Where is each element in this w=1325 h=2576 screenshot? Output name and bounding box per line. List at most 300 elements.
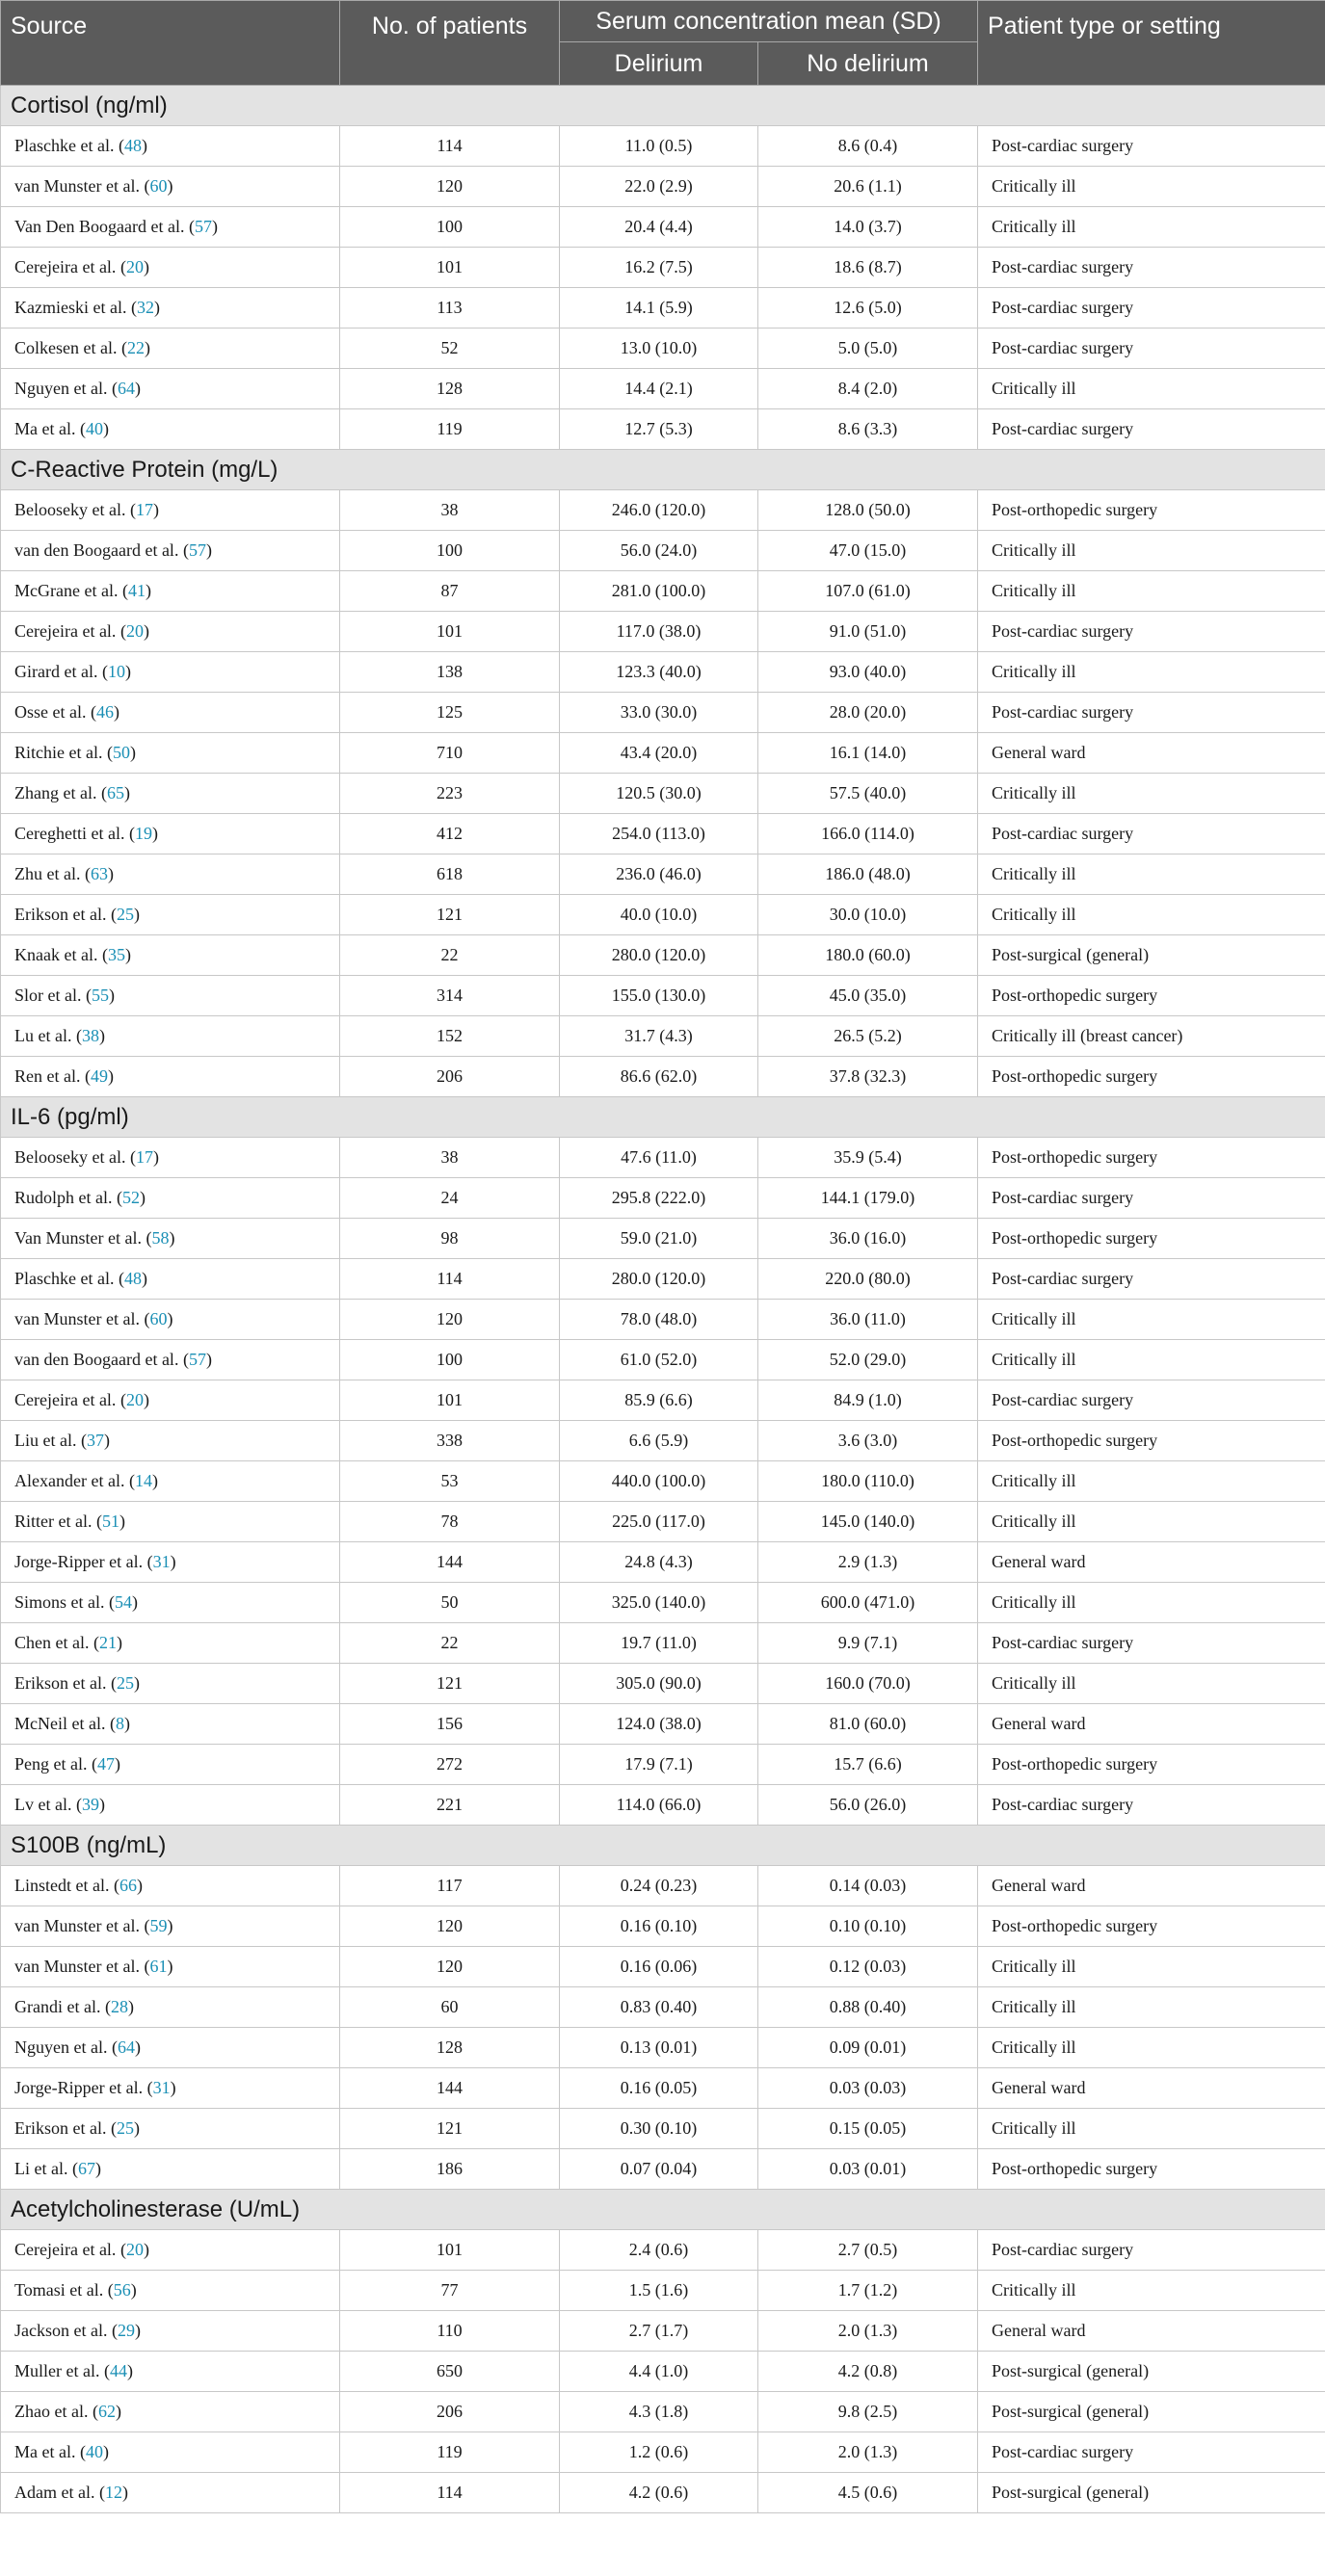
table-row <box>1 895 1325 935</box>
reference-link[interactable]: 44 <box>109 2361 127 2380</box>
setting-cell: Post-orthopedic surgery <box>978 976 1325 1016</box>
patients-cell: 101 <box>340 248 560 288</box>
no-delirium-value: 84.9 (1.0) <box>758 1380 978 1421</box>
no-delirium-value: 186.0 (48.0) <box>758 854 978 895</box>
table-row <box>1 612 1325 652</box>
source-cell: Belooseky et al. (17) <box>1 1138 340 1178</box>
delirium-value: 59.0 (21.0) <box>560 1219 758 1259</box>
source-cell: Knaak et al. (35) <box>1 935 340 976</box>
header-setting: Patient type or setting <box>978 1 1325 86</box>
no-delirium-value: 166.0 (114.0) <box>758 814 978 854</box>
source-cell: Ren et al. (49) <box>1 1057 340 1097</box>
patients-cell: 101 <box>340 1380 560 1421</box>
no-delirium-value: 8.6 (0.4) <box>758 126 978 167</box>
setting-cell: General ward <box>978 2068 1325 2109</box>
setting-cell: Critically ill <box>978 1987 1325 2028</box>
author: Cerejeira et al. <box>14 621 117 641</box>
setting-cell: Post-cardiac surgery <box>978 814 1325 854</box>
no-delirium-value: 28.0 (20.0) <box>758 693 978 733</box>
delirium-value: 120.5 (30.0) <box>560 774 758 814</box>
delirium-value: 254.0 (113.0) <box>560 814 758 854</box>
source-cell: Cereghetti et al. (19) <box>1 814 340 854</box>
table-row <box>1 854 1325 895</box>
author: Belooseky et al. <box>14 500 126 519</box>
reference-link[interactable]: 19 <box>134 824 152 843</box>
setting-cell: Post-orthopedic surgery <box>978 1219 1325 1259</box>
author: McGrane et al. <box>14 581 119 600</box>
patients-cell: 138 <box>340 652 560 693</box>
table-row <box>1 2432 1325 2473</box>
reference-link[interactable]: 39 <box>81 1795 99 1814</box>
setting-cell: Critically ill <box>978 571 1325 612</box>
header-no-delirium: No delirium <box>758 42 978 86</box>
setting-cell: Critically ill <box>978 369 1325 409</box>
reference-link[interactable]: 61 <box>149 1957 168 1976</box>
setting-cell: Post-surgical (general) <box>978 2392 1325 2432</box>
source-cell: van den Boogaard et al. (57) <box>1 1340 340 1380</box>
patients-cell: 22 <box>340 1623 560 1664</box>
patients-cell: 87 <box>340 571 560 612</box>
table-row <box>1 976 1325 1016</box>
delirium-value: 0.16 (0.05) <box>560 2068 758 2109</box>
source-cell: Erikson et al. (25) <box>1 895 340 935</box>
section-title: Acetylcholinesterase (U/mL) <box>1 2190 1325 2230</box>
delirium-value: 56.0 (24.0) <box>560 531 758 571</box>
patients-cell: 100 <box>340 1340 560 1380</box>
author: Slor et al. <box>14 986 82 1005</box>
reference-link[interactable]: 32 <box>136 298 154 317</box>
source-cell: Cerejeira et al. (20) <box>1 248 340 288</box>
setting-cell: Critically ill <box>978 1583 1325 1623</box>
no-delirium-value: 144.1 (179.0) <box>758 1178 978 1219</box>
author: Peng et al. <box>14 1754 88 1774</box>
delirium-value: 16.2 (7.5) <box>560 248 758 288</box>
setting-cell: Critically ill <box>978 2109 1325 2149</box>
author: Girard et al. <box>14 662 98 681</box>
reference-link[interactable]: 66 <box>119 1876 137 1895</box>
reference-link[interactable]: 59 <box>149 1916 168 1935</box>
reference-link[interactable]: 54 <box>115 1592 132 1612</box>
author: Nguyen et al. <box>14 379 108 398</box>
patients-cell: 119 <box>340 409 560 450</box>
setting-cell: Post-surgical (general) <box>978 2473 1325 2513</box>
patients-cell: 120 <box>340 1300 560 1340</box>
reference-link[interactable]: 17 <box>135 500 153 519</box>
patients-cell: 186 <box>340 2149 560 2190</box>
delirium-value: 85.9 (6.6) <box>560 1380 758 1421</box>
reference-link[interactable]: 57 <box>194 217 212 236</box>
section-row <box>1 2190 1325 2230</box>
delirium-value: 0.24 (0.23) <box>560 1866 758 1906</box>
reference-link[interactable]: 67 <box>77 2159 95 2178</box>
delirium-value: 31.7 (4.3) <box>560 1016 758 1057</box>
source-cell: Peng et al. (47) <box>1 1745 340 1785</box>
delirium-value: 20.4 (4.4) <box>560 207 758 248</box>
no-delirium-value: 0.10 (0.10) <box>758 1906 978 1947</box>
reference-link[interactable]: 22 <box>126 338 145 357</box>
reference-link[interactable]: 38 <box>81 1026 99 1045</box>
author: Jorge-Ripper et al. <box>14 2078 144 2097</box>
table-row <box>1 1866 1325 1906</box>
reference-link[interactable]: 57 <box>188 540 206 560</box>
delirium-value: 61.0 (52.0) <box>560 1340 758 1380</box>
patients-cell: 128 <box>340 2028 560 2068</box>
reference-link[interactable]: 25 <box>116 2118 134 2138</box>
setting-cell: Critically ill <box>978 2271 1325 2311</box>
patients-cell: 22 <box>340 935 560 976</box>
author: Tomasi et al. <box>14 2280 104 2300</box>
setting-cell: Post-cardiac surgery <box>978 2230 1325 2271</box>
setting-cell: Post-orthopedic surgery <box>978 490 1325 531</box>
source-cell: Nguyen et al. (64) <box>1 369 340 409</box>
delirium-value: 40.0 (10.0) <box>560 895 758 935</box>
section-row <box>1 450 1325 490</box>
no-delirium-value: 1.7 (1.2) <box>758 2271 978 2311</box>
patients-cell: 272 <box>340 1745 560 1785</box>
author: Linstedt et al. <box>14 1876 110 1895</box>
reference-link[interactable]: 46 <box>95 702 114 722</box>
no-delirium-value: 93.0 (40.0) <box>758 652 978 693</box>
patients-cell: 121 <box>340 895 560 935</box>
reference-link[interactable]: 40 <box>85 419 103 438</box>
reference-link[interactable]: 50 <box>112 743 130 762</box>
setting-cell: Post-orthopedic surgery <box>978 1057 1325 1097</box>
author: Van Den Boogaard et al. <box>14 217 185 236</box>
delirium-value: 4.3 (1.8) <box>560 2392 758 2432</box>
reference-link[interactable]: 25 <box>116 1673 134 1693</box>
author: Ma et al. <box>14 419 76 438</box>
author: Kazmieski et al. <box>14 298 127 317</box>
table-row <box>1 1623 1325 1664</box>
setting-cell: Post-cardiac surgery <box>978 612 1325 652</box>
no-delirium-value: 14.0 (3.7) <box>758 207 978 248</box>
author: Plaschke et al. <box>14 1269 115 1288</box>
table-row <box>1 2068 1325 2109</box>
delirium-value: 43.4 (20.0) <box>560 733 758 774</box>
no-delirium-value: 4.2 (0.8) <box>758 2352 978 2392</box>
patients-cell: 650 <box>340 2352 560 2392</box>
delirium-value: 0.07 (0.04) <box>560 2149 758 2190</box>
author: Grandi et al. <box>14 1997 101 2016</box>
no-delirium-value: 12.6 (5.0) <box>758 288 978 329</box>
delirium-value: 14.4 (2.1) <box>560 369 758 409</box>
author: Ren et al. <box>14 1066 81 1086</box>
delirium-value: 0.83 (0.40) <box>560 1987 758 2028</box>
patients-cell: 206 <box>340 2392 560 2432</box>
table-row <box>1 652 1325 693</box>
reference-link[interactable]: 28 <box>110 1997 128 2016</box>
source-cell: McGrane et al. (41) <box>1 571 340 612</box>
setting-cell: Critically ill <box>978 207 1325 248</box>
setting-cell: Post-cardiac surgery <box>978 126 1325 167</box>
author: Erikson et al. <box>14 905 107 924</box>
reference-link[interactable]: 29 <box>117 2321 135 2340</box>
patients-cell: 100 <box>340 531 560 571</box>
patients-cell: 206 <box>340 1057 560 1097</box>
source-cell: Liu et al. (37) <box>1 1421 340 1461</box>
no-delirium-value: 3.6 (3.0) <box>758 1421 978 1461</box>
patients-cell: 223 <box>340 774 560 814</box>
section-row <box>1 86 1325 126</box>
author: Ritter et al. <box>14 1511 93 1531</box>
table-row <box>1 1785 1325 1826</box>
table-row <box>1 369 1325 409</box>
no-delirium-value: 81.0 (60.0) <box>758 1704 978 1745</box>
source-cell: Chen et al. (21) <box>1 1623 340 1664</box>
patients-cell: 24 <box>340 1178 560 1219</box>
table-row <box>1 1704 1325 1745</box>
reference-link[interactable]: 55 <box>92 986 109 1005</box>
reference-link[interactable]: 49 <box>90 1066 108 1086</box>
setting-cell: Post-orthopedic surgery <box>978 1906 1325 1947</box>
setting-cell: Critically ill <box>978 1502 1325 1542</box>
patients-cell: 119 <box>340 2432 560 2473</box>
author: Muller et al. <box>14 2361 100 2380</box>
reference-link[interactable]: 58 <box>151 1228 170 1248</box>
table-row <box>1 167 1325 207</box>
patients-cell: 152 <box>340 1016 560 1057</box>
table-row <box>1 935 1325 976</box>
delirium-value: 280.0 (120.0) <box>560 1259 758 1300</box>
table-row <box>1 1016 1325 1057</box>
reference-link[interactable]: 14 <box>134 1471 152 1490</box>
no-delirium-value: 35.9 (5.4) <box>758 1138 978 1178</box>
patients-cell: 53 <box>340 1461 560 1502</box>
patients-cell: 412 <box>340 814 560 854</box>
delirium-value: 0.16 (0.10) <box>560 1906 758 1947</box>
author: Lu et al. <box>14 1026 72 1045</box>
author: van Munster et al. <box>14 176 140 196</box>
setting-cell: Post-orthopedic surgery <box>978 2149 1325 2190</box>
section-title: Cortisol (ng/ml) <box>1 86 1325 126</box>
reference-link[interactable]: 40 <box>85 2442 103 2461</box>
author: Jackson et al. <box>14 2321 108 2340</box>
setting-cell: Post-surgical (general) <box>978 935 1325 976</box>
delirium-value: 236.0 (46.0) <box>560 854 758 895</box>
delirium-value: 24.8 (4.3) <box>560 1542 758 1583</box>
author: van Munster et al. <box>14 1957 140 1976</box>
source-cell: Slor et al. (55) <box>1 976 340 1016</box>
author: Li et al. <box>14 2159 68 2178</box>
source-cell: Li et al. (67) <box>1 2149 340 2190</box>
delirium-value: 33.0 (30.0) <box>560 693 758 733</box>
author: Liu et al. <box>14 1431 77 1450</box>
source-cell: Lv et al. (39) <box>1 1785 340 1826</box>
reference-link[interactable]: 63 <box>90 864 108 883</box>
table-row <box>1 2473 1325 2513</box>
table-header <box>1 1 1325 86</box>
author: McNeil et al. <box>14 1714 106 1733</box>
patients-cell: 98 <box>340 1219 560 1259</box>
patients-cell: 128 <box>340 369 560 409</box>
reference-link[interactable]: 48 <box>123 1269 142 1288</box>
setting-cell: Critically ill <box>978 895 1325 935</box>
table-row <box>1 126 1325 167</box>
table-row <box>1 1664 1325 1704</box>
source-cell: Colkesen et al. (22) <box>1 329 340 369</box>
no-delirium-value: 47.0 (15.0) <box>758 531 978 571</box>
reference-link[interactable]: 52 <box>122 1188 140 1207</box>
author: Cerejeira et al. <box>14 2240 117 2259</box>
delirium-value: 0.30 (0.10) <box>560 2109 758 2149</box>
delirium-value: 225.0 (117.0) <box>560 1502 758 1542</box>
patients-cell: 710 <box>340 733 560 774</box>
reference-link[interactable]: 31 <box>152 2078 171 2097</box>
reference-link[interactable]: 64 <box>117 379 135 398</box>
reference-link[interactable]: 21 <box>98 1633 117 1652</box>
no-delirium-value: 128.0 (50.0) <box>758 490 978 531</box>
source-cell: Plaschke et al. (48) <box>1 126 340 167</box>
author: Knaak et al. <box>14 945 98 964</box>
delirium-value: 2.7 (1.7) <box>560 2311 758 2352</box>
table-body <box>1 86 1325 2513</box>
patients-cell: 101 <box>340 612 560 652</box>
patients-cell: 120 <box>340 1947 560 1987</box>
patients-cell: 338 <box>340 1421 560 1461</box>
no-delirium-value: 145.0 (140.0) <box>758 1502 978 1542</box>
table-row <box>1 1259 1325 1300</box>
source-cell: van Munster et al. (60) <box>1 1300 340 1340</box>
table-row <box>1 2109 1325 2149</box>
author: Alexander et al. <box>14 1471 125 1490</box>
section-title: IL-6 (pg/ml) <box>1 1097 1325 1138</box>
delirium-value: 123.3 (40.0) <box>560 652 758 693</box>
author: Adam et al. <box>14 2483 95 2502</box>
setting-cell: Critically ill <box>978 774 1325 814</box>
table-row <box>1 1138 1325 1178</box>
table-row <box>1 1340 1325 1380</box>
author: Erikson et al. <box>14 2118 107 2138</box>
reference-link[interactable]: 12 <box>104 2483 122 2502</box>
reference-link[interactable]: 20 <box>125 257 144 276</box>
reference-link[interactable]: 20 <box>125 621 144 641</box>
patients-cell: 120 <box>340 167 560 207</box>
setting-cell: Post-cardiac surgery <box>978 288 1325 329</box>
source-cell: van Munster et al. (61) <box>1 1947 340 1987</box>
reference-link[interactable]: 51 <box>101 1511 119 1531</box>
section-title: C-Reactive Protein (mg/L) <box>1 450 1325 490</box>
no-delirium-value: 0.12 (0.03) <box>758 1947 978 1987</box>
no-delirium-value: 180.0 (110.0) <box>758 1461 978 1502</box>
reference-link[interactable]: 25 <box>116 905 134 924</box>
table-row <box>1 1502 1325 1542</box>
no-delirium-value: 180.0 (60.0) <box>758 935 978 976</box>
patients-cell: 78 <box>340 1502 560 1542</box>
delirium-value: 246.0 (120.0) <box>560 490 758 531</box>
setting-cell: Post-cardiac surgery <box>978 1178 1325 1219</box>
reference-link[interactable]: 17 <box>135 1147 153 1167</box>
setting-cell: Post-cardiac surgery <box>978 2432 1325 2473</box>
no-delirium-value: 2.0 (1.3) <box>758 2432 978 2473</box>
delirium-value: 0.16 (0.06) <box>560 1947 758 1987</box>
source-cell: Cerejeira et al. (20) <box>1 612 340 652</box>
no-delirium-value: 36.0 (11.0) <box>758 1300 978 1340</box>
section-row <box>1 1097 1325 1138</box>
patients-cell: 60 <box>340 1987 560 2028</box>
patients-cell: 38 <box>340 1138 560 1178</box>
no-delirium-value: 18.6 (8.7) <box>758 248 978 288</box>
source-cell: Zhao et al. (62) <box>1 2392 340 2432</box>
setting-cell: General ward <box>978 733 1325 774</box>
setting-cell: Post-cardiac surgery <box>978 409 1325 450</box>
reference-link[interactable]: 20 <box>125 2240 144 2259</box>
author: Zhu et al. <box>14 864 81 883</box>
table-row <box>1 490 1325 531</box>
setting-cell: Post-orthopedic surgery <box>978 1138 1325 1178</box>
reference-link[interactable]: 56 <box>113 2280 131 2300</box>
no-delirium-value: 5.0 (5.0) <box>758 329 978 369</box>
author: Simons et al. <box>14 1592 105 1612</box>
setting-cell: Critically ill <box>978 167 1325 207</box>
reference-link[interactable]: 31 <box>152 1552 171 1571</box>
table-row <box>1 2352 1325 2392</box>
patients-cell: 113 <box>340 288 560 329</box>
author: Chen et al. <box>14 1633 90 1652</box>
reference-link[interactable]: 8 <box>115 1714 124 1733</box>
no-delirium-value: 26.5 (5.2) <box>758 1016 978 1057</box>
author: Belooseky et al. <box>14 1147 126 1167</box>
reference-link[interactable]: 41 <box>127 581 146 600</box>
author: Ritchie et al. <box>14 743 103 762</box>
author: Nguyen et al. <box>14 2037 108 2057</box>
delirium-value: 325.0 (140.0) <box>560 1583 758 1623</box>
reference-link[interactable]: 48 <box>123 136 142 155</box>
table-row <box>1 1745 1325 1785</box>
delirium-value: 11.0 (0.5) <box>560 126 758 167</box>
delirium-value: 22.0 (2.9) <box>560 167 758 207</box>
reference-link[interactable]: 60 <box>149 176 168 196</box>
table-row <box>1 2230 1325 2271</box>
author: Lv et al. <box>14 1795 72 1814</box>
table-row <box>1 1219 1325 1259</box>
no-delirium-value: 600.0 (471.0) <box>758 1583 978 1623</box>
table-row <box>1 2149 1325 2190</box>
no-delirium-value: 91.0 (51.0) <box>758 612 978 652</box>
section-title: S100B (ng/mL) <box>1 1826 1325 1866</box>
reference-link[interactable]: 57 <box>188 1350 206 1369</box>
author: Zhang et al. <box>14 783 97 802</box>
delirium-value: 19.7 (11.0) <box>560 1623 758 1664</box>
reference-link[interactable]: 20 <box>125 1390 144 1409</box>
reference-link[interactable]: 10 <box>107 662 125 681</box>
reference-link[interactable]: 47 <box>96 1754 115 1774</box>
delirium-value: 305.0 (90.0) <box>560 1664 758 1704</box>
source-cell: Linstedt et al. (66) <box>1 1866 340 1906</box>
source-cell: Grandi et al. (28) <box>1 1987 340 2028</box>
reference-link[interactable]: 64 <box>117 2037 135 2057</box>
patients-cell: 101 <box>340 2230 560 2271</box>
reference-link[interactable]: 62 <box>97 2402 116 2421</box>
no-delirium-value: 2.9 (1.3) <box>758 1542 978 1583</box>
no-delirium-value: 8.4 (2.0) <box>758 369 978 409</box>
reference-link[interactable]: 65 <box>106 783 124 802</box>
table-row <box>1 733 1325 774</box>
author: Osse et al. <box>14 702 87 722</box>
source-cell: Adam et al. (12) <box>1 2473 340 2513</box>
reference-link[interactable]: 37 <box>86 1431 104 1450</box>
delirium-value: 17.9 (7.1) <box>560 1745 758 1785</box>
reference-link[interactable]: 60 <box>149 1309 168 1328</box>
source-cell: Cerejeira et al. (20) <box>1 2230 340 2271</box>
no-delirium-value: 52.0 (29.0) <box>758 1340 978 1380</box>
source-cell: Van Den Boogaard et al. (57) <box>1 207 340 248</box>
patients-cell: 50 <box>340 1583 560 1623</box>
no-delirium-value: 9.8 (2.5) <box>758 2392 978 2432</box>
no-delirium-value: 57.5 (40.0) <box>758 774 978 814</box>
patients-cell: 156 <box>340 1704 560 1745</box>
patients-cell: 114 <box>340 1259 560 1300</box>
reference-link[interactable]: 35 <box>107 945 125 964</box>
